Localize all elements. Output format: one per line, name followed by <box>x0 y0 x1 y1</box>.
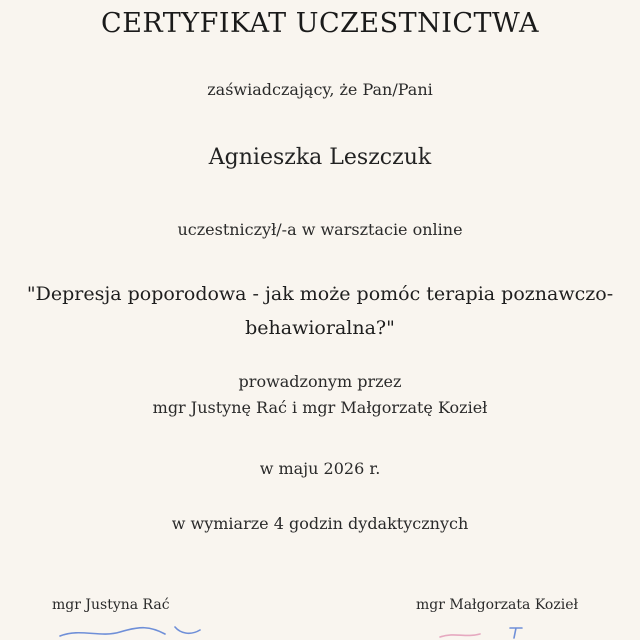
date-text: w maju 2026 r. <box>259 459 381 478</box>
duration-text: w wymiarze 4 godzin dydaktycznych <box>171 514 469 533</box>
intro-text: zaświadczający, że Pan/Pani <box>207 80 433 99</box>
workshop-title-line-1: "Depresja poporodowa - jak może pomóc terapia poznawczo- <box>26 283 614 305</box>
signature-left-ink <box>40 624 220 640</box>
led-by-names: mgr Justynę Rać i mgr Małgorzatę Kozieł <box>152 398 488 417</box>
signature-right-ink <box>430 624 600 640</box>
participation-text: uczestniczył/-a w warsztacie online <box>177 220 463 239</box>
certificate-title: CERTYFIKAT UCZESTNICTWA <box>101 8 539 39</box>
workshop-title-line-2: behawioralna?" <box>245 317 395 339</box>
led-by-label: prowadzonym przez <box>238 372 402 391</box>
signature-name-right: mgr Małgorzata Kozieł <box>416 597 579 613</box>
participant-name: Agnieszka Leszczuk <box>208 145 432 170</box>
signature-name-left: mgr Justyna Rać <box>52 597 170 613</box>
